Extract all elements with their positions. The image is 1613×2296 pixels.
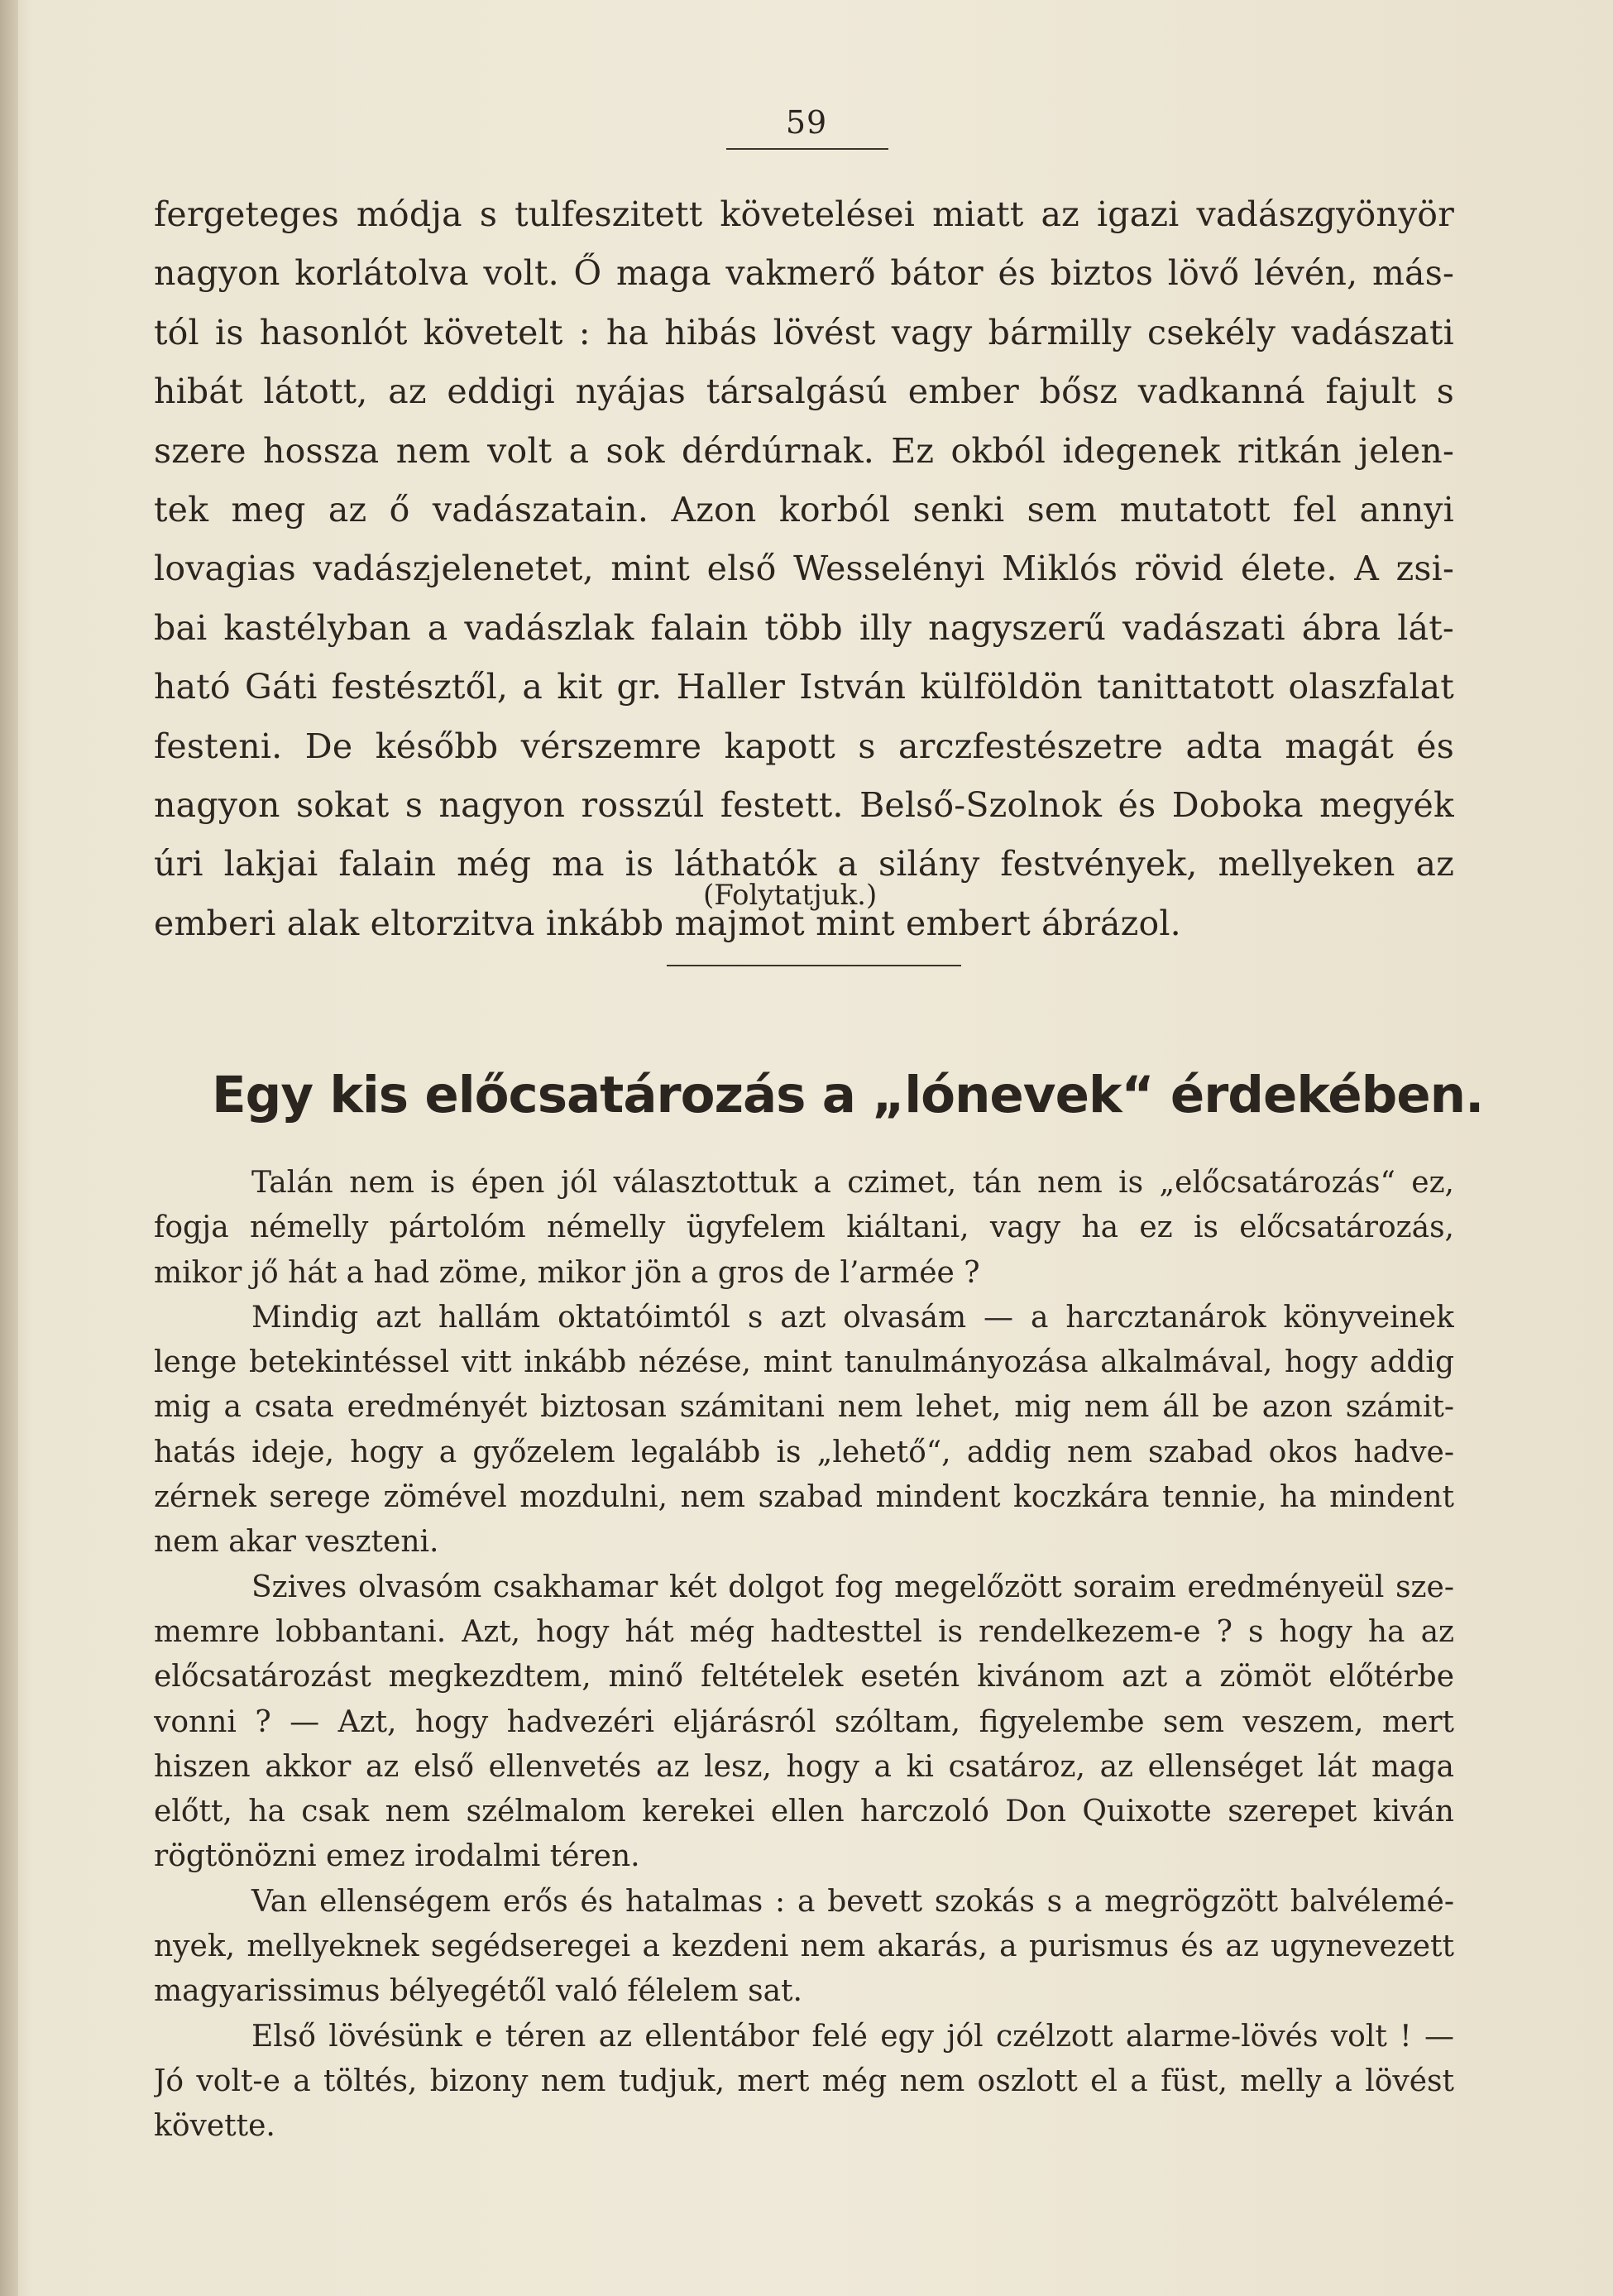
- text-line: ható Gáti festésztől, a kit gr. Haller István külföldön tanittatott olaszfalat: [154, 667, 1454, 707]
- text-line: hiszen akkor az első ellenvetés az lesz, hogy a ki csatároz, az ellenséget lát maga: [154, 1749, 1454, 1784]
- continued-article-text: [154, 185, 1454, 953]
- text-line: fogja némelly pártolóm némelly ügyfelem kiáltani, vagy ha ez is előcsatározás,: [154, 1210, 1454, 1245]
- article-title: Egy kis előcsatározás a „lónevek“ érdekében.: [212, 1066, 1484, 1124]
- header-rule: [726, 148, 888, 150]
- paragraph-first-line: Mindig azt hallám oktatóimtól s azt olvasám — a harcztanárok könyveinek: [251, 1300, 1454, 1335]
- text-line: követte.: [154, 2109, 275, 2144]
- text-line: tek meg az ő vadászatain. Azon korból senki sem mutatott fel annyi: [154, 490, 1454, 530]
- paragraph-first-line: Szives olvasóm csakhamar két dolgot fog megelőzött soraim eredményeül sze-: [251, 1570, 1454, 1604]
- page-binding-edge: [0, 0, 18, 2296]
- paragraph-first-line: Első lövésünk e téren az ellentábor felé egy jól czélzott alarme-lövés volt ! —: [251, 2019, 1454, 2054]
- text-line: lovagias vadászjelenetet, mint első Wesselényi Miklós rövid élete. A zsi-: [154, 549, 1454, 589]
- text-line: magyarissimus bélyegétől való félelem sat.: [154, 1974, 802, 2009]
- text-line: nem akar veszteni.: [154, 1525, 439, 1560]
- text-line: mikor jő hát a had zöme, mikor jön a gros de l’armée ?: [154, 1255, 980, 1290]
- text-line: bai kastélyban a vadászlak falain több illy nagyszerű vadászati ábra lát-: [154, 607, 1454, 648]
- text-line: Jó volt-e a töltés, bizony nem tudjuk, mert még nem oszlott el a füst, melly a lövést: [154, 2064, 1454, 2098]
- text-line: memre lobbantani. Azt, hogy hát még hadtesttel is rendelkezem-e ? s hogy ha az: [154, 1614, 1454, 1649]
- paragraph-first-line: Van ellenségem erős és hatalmas : a bevett szokás s a megrögzött balvélemé-: [251, 1884, 1454, 1919]
- text-line: festeni. De később vérszemre kapott s arczfestészetre adta magát és: [154, 726, 1454, 766]
- text-line: úri lakjai falain még ma is láthatók a silány festvények, mellyeken az: [154, 844, 1454, 884]
- text-line: nagyon korlátolva volt. Ő maga vakmerő bátor és biztos lövő lévén, más-: [154, 253, 1454, 294]
- text-line: emberi alak eltorzitva inkább majmot mint embert ábrázol.: [154, 903, 1181, 943]
- text-line: nagyon sokat s nagyon rosszúl festett. Belső-Szolnok és Doboka megyék: [154, 785, 1454, 826]
- paragraph-first-line: Talán nem is épen jól választottuk a czimet, tán nem is „előcsatározás“ ez,: [251, 1166, 1454, 1200]
- text-line: előcsatározást megkezdtem, minő feltételek esetén kivánom azt a zömöt előtérbe: [154, 1660, 1454, 1694]
- text-line: vonni ? — Azt, hogy hadvezéri eljárásról szóltam, figyelembe sem veszem, mert: [154, 1704, 1454, 1739]
- article-body: [154, 1161, 1454, 2150]
- text-line: zérnek serege zömével mozdulni, nem szabad mindent koczkára tennie, ha mindent: [154, 1480, 1454, 1515]
- text-line: szere hossza nem volt a sok dérdúrnak. Ez okból idegenek ritkán jelen-: [154, 430, 1454, 471]
- section-divider: [667, 965, 961, 966]
- continued-note: (Folytatjuk.): [703, 879, 878, 912]
- text-line: előtt, ha csak nem szélmalom kerekei ellen harczoló Don Quixotte szerepet kiván: [154, 1795, 1454, 1829]
- text-line: nyek, mellyeknek segédseregei a kezdeni nem akarás, a purismus és az ugynevezett: [154, 1929, 1454, 1964]
- text-line: hatás ideje, hogy a győzelem legalább is „lehető“, addig nem szabad okos hadve-: [154, 1435, 1454, 1469]
- text-line: lenge betekintéssel vitt inkább nézése, mint tanulmányozása alkalmával, hogy addig: [154, 1345, 1454, 1380]
- text-line: tól is hasonlót követelt : ha hibás lövést vagy bármilly csekély vadászati: [154, 312, 1454, 352]
- text-line: hibát látott, az eddigi nyájas társalgású ember bősz vadkanná fajult s: [154, 371, 1454, 412]
- text-line: mig a csata eredményét biztosan számitani nem lehet, mig nem áll be azon számit-: [154, 1390, 1454, 1425]
- page-number: 59: [785, 104, 828, 141]
- text-line: fergeteges módja s tulfeszitett követelései miatt az igazi vadászgyönyör: [154, 194, 1454, 234]
- text-line: rögtönözni emez irodalmi téren.: [154, 1839, 640, 1874]
